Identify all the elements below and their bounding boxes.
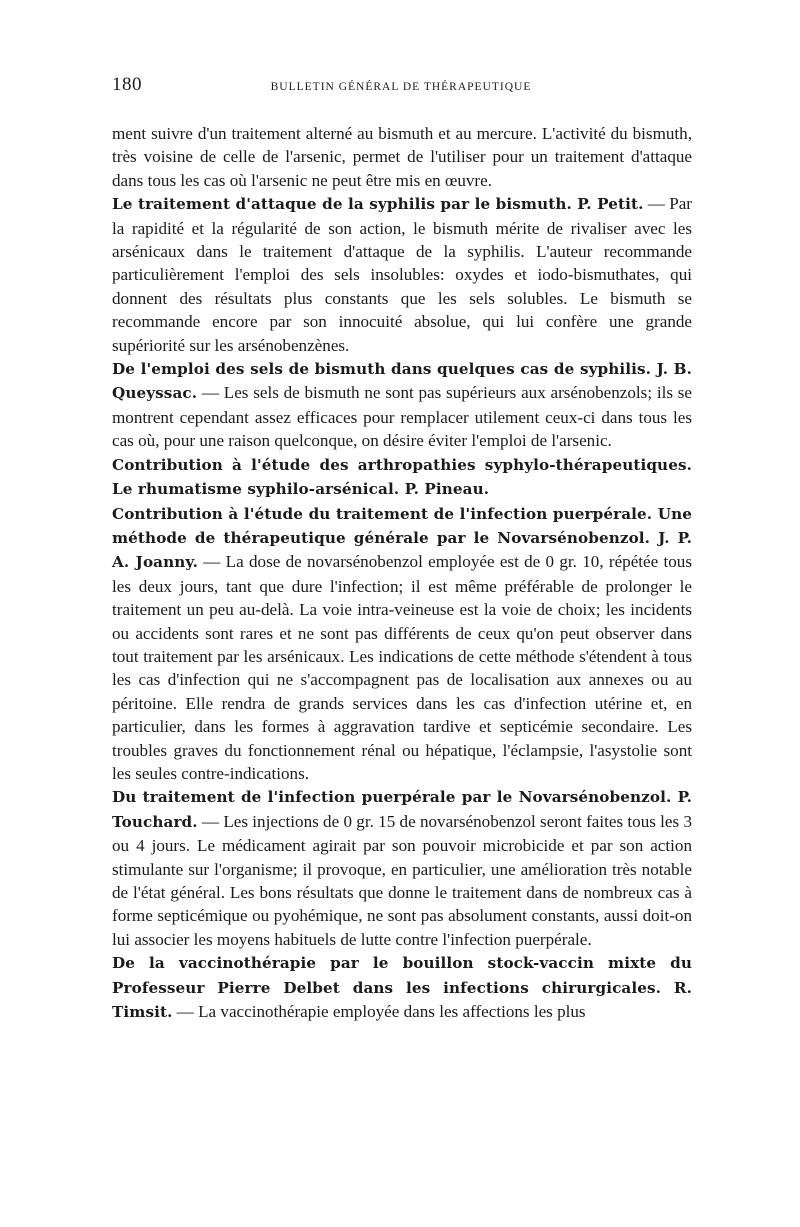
paragraph-continuation bbox=[112, 122, 692, 192]
abstract-paragraph bbox=[112, 502, 692, 786]
abstract-paragraph bbox=[112, 453, 692, 502]
abstract-paragraph bbox=[112, 357, 692, 453]
abstract-paragraph bbox=[112, 951, 692, 1024]
abstract-text: — La dose de novarsénobenzol employée est de 0 gr. 10, répétée tous les deux jours, tant que dure l'infection; il est même préférable de prolonger le traitement un peu au-delà. La voie intra-veineuse est la voie de choix; les incidents ou accidents sont rares et ne sont pas différents de ceux qu'on peut observer dans tout traitement par les arsénicaux. Les indications de cette méthode s'étendent à tous les cas d'infection qui ne s'accompagnent pas de localisation aux annexes ou au péritoine. Elle rendra de grands services dans les cas d'infection utérine et, en particulier, dans les formes à aggravation tardive et septicémie secondaire. Les troubles graves du fonctionnement rénal ou hépatique, l'éclampsie, l'asystolie sont les seules contre-indications. bbox=[112, 552, 692, 783]
abstract-title: Du traitement de l'infection puerpérale par le Novarsénobenzol. P. Touchard. bbox=[112, 788, 692, 831]
abstract-paragraph bbox=[112, 192, 692, 357]
paragraph-text: ment suivre d'un traitement alterné au bismuth et au mercure. L'activité du bismuth, très voisine de celle de l'arsenic, permet de l'utiliser pour un traitement d'attaque dans tous les cas où l'arsenic ne peut être mis en œuvre. bbox=[112, 124, 692, 190]
page-header bbox=[112, 70, 690, 100]
abstract-title: Contribution à l'étude des arthropathies syphylo-thérapeutiques. Le rhumatisme syphilo-arsénical. P. Pineau. bbox=[112, 455, 692, 499]
abstract-text: — La vaccinothérapie employée dans les affections les plus bbox=[176, 1002, 586, 1022]
running-head: BULLETIN GÉNÉRAL DE THÉRAPEUTIQUE bbox=[270, 81, 532, 93]
abstract-text: — Par la rapidité et la régularité de son action, le bismuth mérite de rivaliser avec les arsénicaux dans le traitement d'attaque de la syphilis. L'auteur recommande particulièrement l'emploi des sels insolubles: oxydes et iodo-bismuthates, qui donnent des résultats plus constants que les sels solubles. Le bismuth se recommande encore par son innocuité absolue, qui lui confère une grande supériorité sur les arsénobenzènes. bbox=[112, 194, 692, 355]
abstract-paragraph bbox=[112, 785, 692, 951]
abstract-title: De l'emploi des sels de bismuth dans quelques cas de syphilis. J. B. Queyssac. bbox=[112, 360, 692, 403]
page-number: 180 bbox=[112, 74, 142, 95]
abstract-title: De la vaccinothérapie par le bouillon stock-vaccin mixte du Professeur Pierre Delbet dans les infections chirurgicales. R. Timsit. bbox=[112, 954, 692, 1022]
page-body bbox=[112, 122, 692, 1024]
abstract-text: — Les injections de 0 gr. 15 de novarsénobenzol seront faites tous les 3 ou 4 jours. Le médicament agirait par son pouvoir microbicide et par son action stimulante sur l'organisme; il provoque, en particulier, une amélioration très notable de l'état général. Les bons résultats que donne le traitement dans de nombreux cas à forme septicémique ou pyohémique, ne sont pas absolument constants, aussi doit-on lui associer les moyens habituels de lutte contre l'infection puerpérale. bbox=[112, 811, 692, 949]
abstract-text: — Les sels de bismuth ne sont pas supérieurs aux arsénobenzols; ils se montrent cependant assez efficaces pour remplacer utilement ceux-ci dans tous les cas où, pour une raison quelconque, on désire éviter l'emploi de l'arsenic. bbox=[112, 383, 692, 451]
abstract-title: Contribution à l'étude du traitement de l'infection puerpérale. Une méthode de thérapeutique générale par le Novarsénobenzol. J. P. A. Joanny. bbox=[112, 504, 692, 572]
abstract-title: Le traitement d'attaque de la syphilis par le bismuth. P. Petit. bbox=[112, 195, 644, 214]
